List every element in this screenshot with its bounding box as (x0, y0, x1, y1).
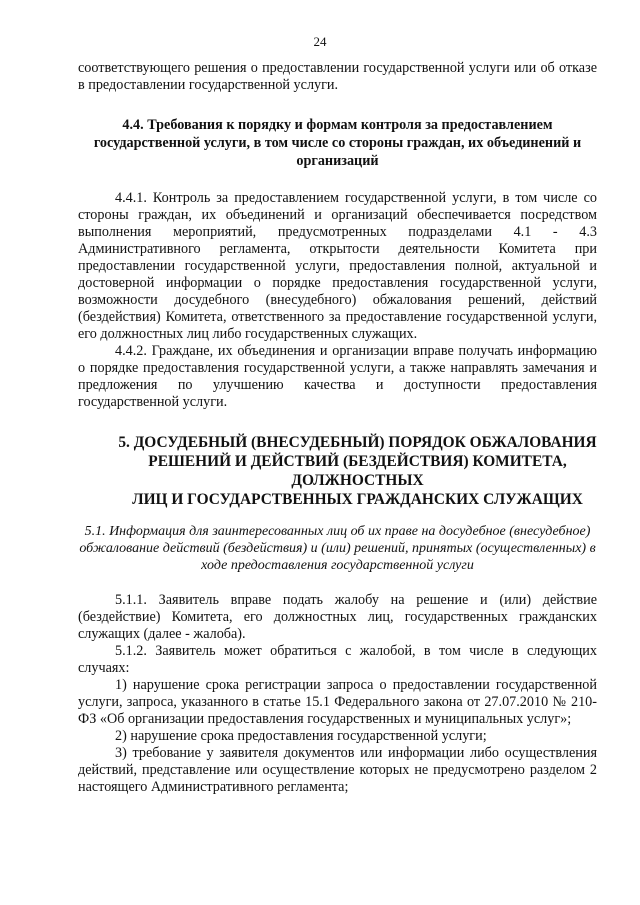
section-heading-5-line: ДОЛЖНОСТНЫХ (291, 472, 424, 489)
section-heading-5-line: 5. ДОСУДЕБНЫЙ (ВНЕСУДЕБНЫЙ) ПОРЯДОК ОБЖАЛОВАНИЯ (118, 434, 597, 451)
page-content (78, 60, 597, 796)
page-number: 24 (313, 34, 327, 49)
paragraph-continued: соответствующего решения о предоставлении государственной услуги или об отказе в предоставлении государственной услуги. (78, 60, 597, 93)
section-heading-5-line: ЛИЦ И ГОСУДАРСТВЕННЫХ ГРАЖДАНСКИХ СЛУЖАЩИХ (132, 491, 583, 508)
section-heading-4-4: 4.4. Требования к порядку и формам контроля за предоставлением государственной услуги, в том числе со стороны граждан, их объединений и организаций (93, 117, 582, 169)
paragraph-4-4-1: 4.4.1. Контроль за предоставлением государственной услуги, в том числе со стороны граждан, их объединений и организаций обеспечивается посредством выполнения мероприятий, предусмотренных подразделами 4.1 - 4.3 Административного регламента, открытости деятельности Комитета при предоставлении государственной услуги, предоставления полной, актуальной и достоверной информации о порядке предоставления государственной услуги, возможности досудебного (внесудебного) обжалования решений, действий (бездействия) Комитета, ответственного за предоставление государственной услуги, его должностных лиц либо государственных служащих. (78, 190, 597, 342)
paragraph-5-1-1: 5.1.1. Заявитель вправе подать жалобу на решение и (или) действие (бездействие) Комитета, его должностных лиц, государственных гражданских служащих (далее - жалоба). (78, 592, 597, 642)
list-item-1: 1) нарушение срока регистрации запроса о предоставлении государственной услуги, запроса, указанного в статье 15.1 Федерального закона от 27.07.2010 № 210-ФЗ «Об организации предоставления государственных и муниципальных услуг»; (78, 677, 597, 727)
list-item-2: 2) нарушение срока предоставления государственной услуги; (115, 728, 487, 744)
subsection-heading-5-1: 5.1. Информация для заинтересованных лиц об их праве на досудебное (внесудебное) обжалование действий (бездействия) и (или) решений, принятых (осуществленных) в ходе предоставления государственной услуги (79, 524, 596, 573)
list-item-3: 3) требование у заявителя документов или информации либо осуществления действий, представление или осуществление которых не предусмотрено разделом 2 настоящего Административного регламента; (78, 745, 597, 795)
paragraph-4-4-2: 4.4.2. Граждане, их объединения и организации вправе получать информацию о порядке предоставления государственной услуги, а также направлять замечания и предложения по улучшению качества и доступности предоставления государственной услуги. (78, 343, 597, 410)
section-heading-5-line: РЕШЕНИЙ И ДЕЙСТВИЙ (БЕЗДЕЙСТВИЯ) КОМИТЕТА, (148, 453, 567, 470)
section-heading-5 (118, 433, 597, 509)
paragraph-5-1-2: 5.1.2. Заявитель может обратиться с жалобой, в том числе в следующих случаях: (78, 643, 597, 676)
